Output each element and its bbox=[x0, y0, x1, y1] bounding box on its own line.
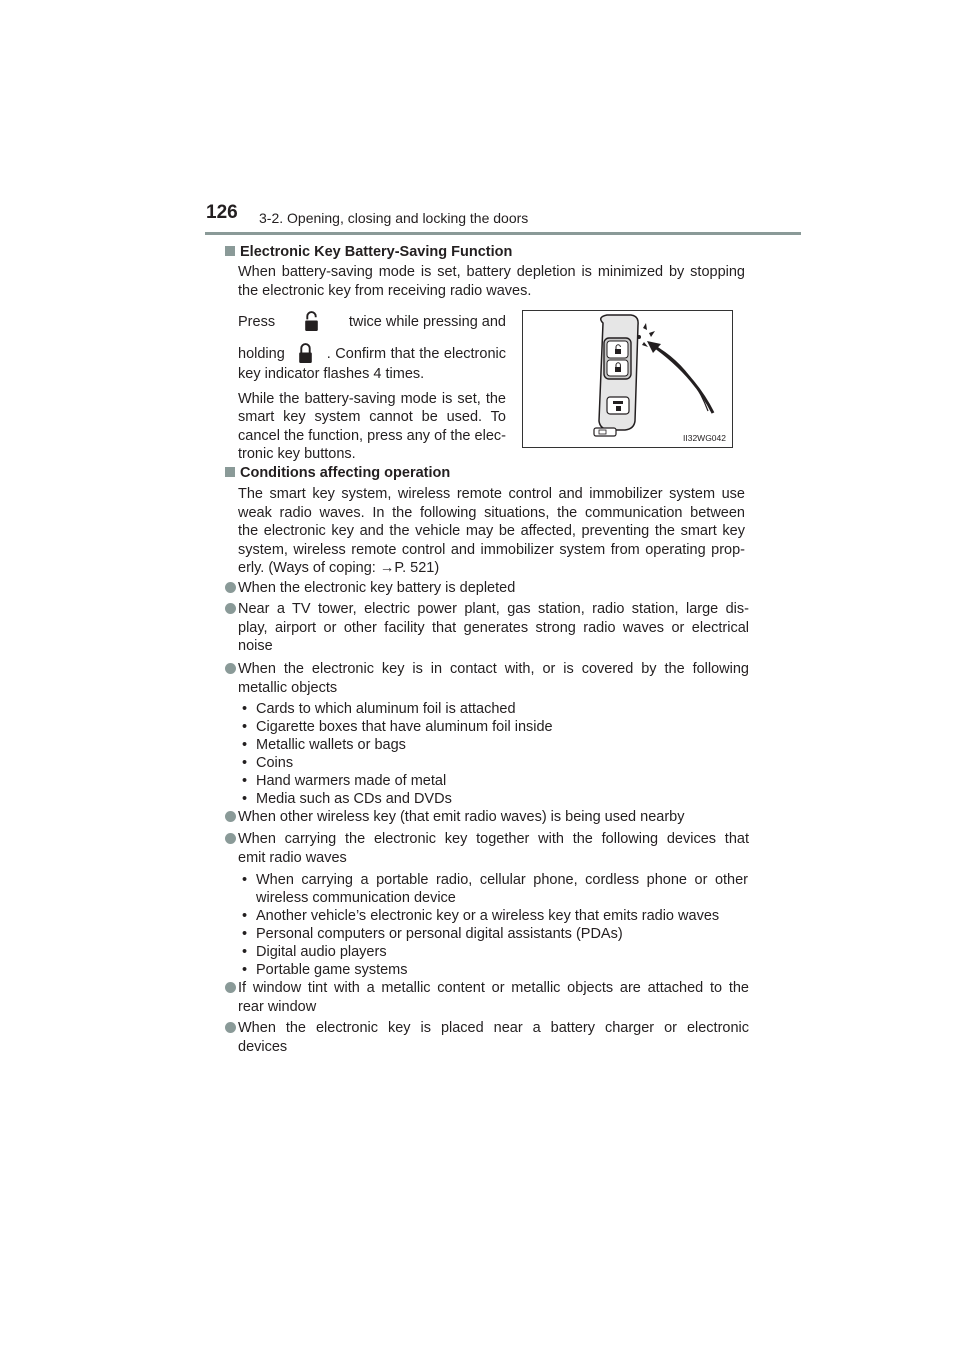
sub-list-metallic-objects bbox=[242, 700, 748, 808]
bullet-item-window-tint: If window tint with a metallic content or metallic objects are attached to the rear window bbox=[225, 979, 749, 1016]
bullet-item-radio-devices: When carrying the electronic key together with the following devices that emit radio waves bbox=[225, 830, 749, 867]
bullet-marker bbox=[225, 603, 236, 614]
electronic-key-figure bbox=[522, 310, 733, 448]
bullet-item-tv-tower: Near a TV tower, electric power plant, gas station, radio station, large dis- play, airport or other facility that generates strong radio waves or electrical noise bbox=[225, 600, 749, 656]
sub-list-item: • Media such as CDs and DVDs bbox=[242, 791, 452, 807]
page-number: 126 bbox=[206, 202, 238, 223]
sub-list-radio-devices bbox=[242, 871, 748, 979]
sub-list-item: • Personal computers or personal digital assistants (PDAs) bbox=[242, 926, 623, 942]
holding-line: holding . Confirm that the electronic bbox=[238, 343, 506, 366]
sub-list-item: • Another vehicle’s electronic key or a wireless key that emits radio waves bbox=[242, 908, 720, 924]
bullet-marker bbox=[225, 1022, 236, 1033]
conditions-intro: The smart key system, wireless remote control and immobilizer system use weak radio waves. In the following situations, the communication between the electronic key and the vehicle may be affected, preventing the smart key system, wireless remote control and immobilizer system from operating prop- erly. (Ways of coping: →P. 521) bbox=[238, 486, 745, 576]
bullet-item-battery-charger: When the electronic key is placed near a battery charger or electronic devices bbox=[225, 1019, 749, 1056]
sub-list-item: • Portable game systems bbox=[242, 962, 408, 978]
section-square-marker bbox=[225, 246, 235, 256]
sub-list-item: • Digital audio players bbox=[242, 944, 387, 960]
sub-list-item: • Coins bbox=[242, 755, 294, 771]
sub-list-item-continuation: wireless communication device bbox=[256, 890, 456, 906]
header-rule bbox=[205, 232, 801, 235]
press-line: Press twice while pressing and bbox=[238, 311, 506, 334]
bullet-marker bbox=[225, 582, 236, 593]
sub-list-item: • Metallic wallets or bags bbox=[242, 737, 406, 753]
sub-list-item: • Cards to which aluminum foil is attached bbox=[242, 701, 516, 717]
lock-icon bbox=[298, 343, 313, 364]
bullet-item-metallic-objects: When the electronic key is in contact with, or is covered by the following metallic objects bbox=[225, 660, 749, 697]
section-heading-conditions: Conditions affecting operation bbox=[225, 465, 450, 481]
section-heading-battery-saving: Electronic Key Battery-Saving Function bbox=[225, 244, 512, 260]
bullet-marker bbox=[225, 982, 236, 993]
bullet-item-other-wireless-key: When other wireless key (that emit radio waves) is being used nearby bbox=[225, 808, 749, 827]
unlock-icon bbox=[304, 311, 319, 332]
sub-list-item: • Cigarette boxes that have aluminum foil inside bbox=[242, 719, 553, 735]
sub-list-item: • Hand warmers made of metal bbox=[242, 773, 447, 789]
figure-code: II32WG042 bbox=[683, 433, 726, 443]
electronic-key-illustration bbox=[523, 311, 732, 447]
battery-saving-intro: When battery-saving mode is set, battery depletion is minimized by stopping the electronic key from receiving radio waves. bbox=[238, 264, 745, 299]
section-square-marker bbox=[225, 467, 235, 477]
battery-saving-instructions: Press twice while pressing and holding . Confirm that the electronic key indicator flashes 4 times. While the battery-saving mode is set, the smart key system cannot be used. To cancel the function, press any of the elec- tronic key buttons. bbox=[238, 311, 506, 464]
sub-list-item: • When carrying a portable radio, cellular phone, cordless phone or other bbox=[242, 872, 748, 888]
bullet-marker bbox=[225, 811, 236, 822]
bullet-marker bbox=[225, 663, 236, 674]
bullet-item-battery-depleted: When the electronic key battery is depleted bbox=[225, 579, 749, 598]
bullet-marker bbox=[225, 833, 236, 844]
chapter-title: 3-2. Opening, closing and locking the doors bbox=[259, 210, 529, 226]
